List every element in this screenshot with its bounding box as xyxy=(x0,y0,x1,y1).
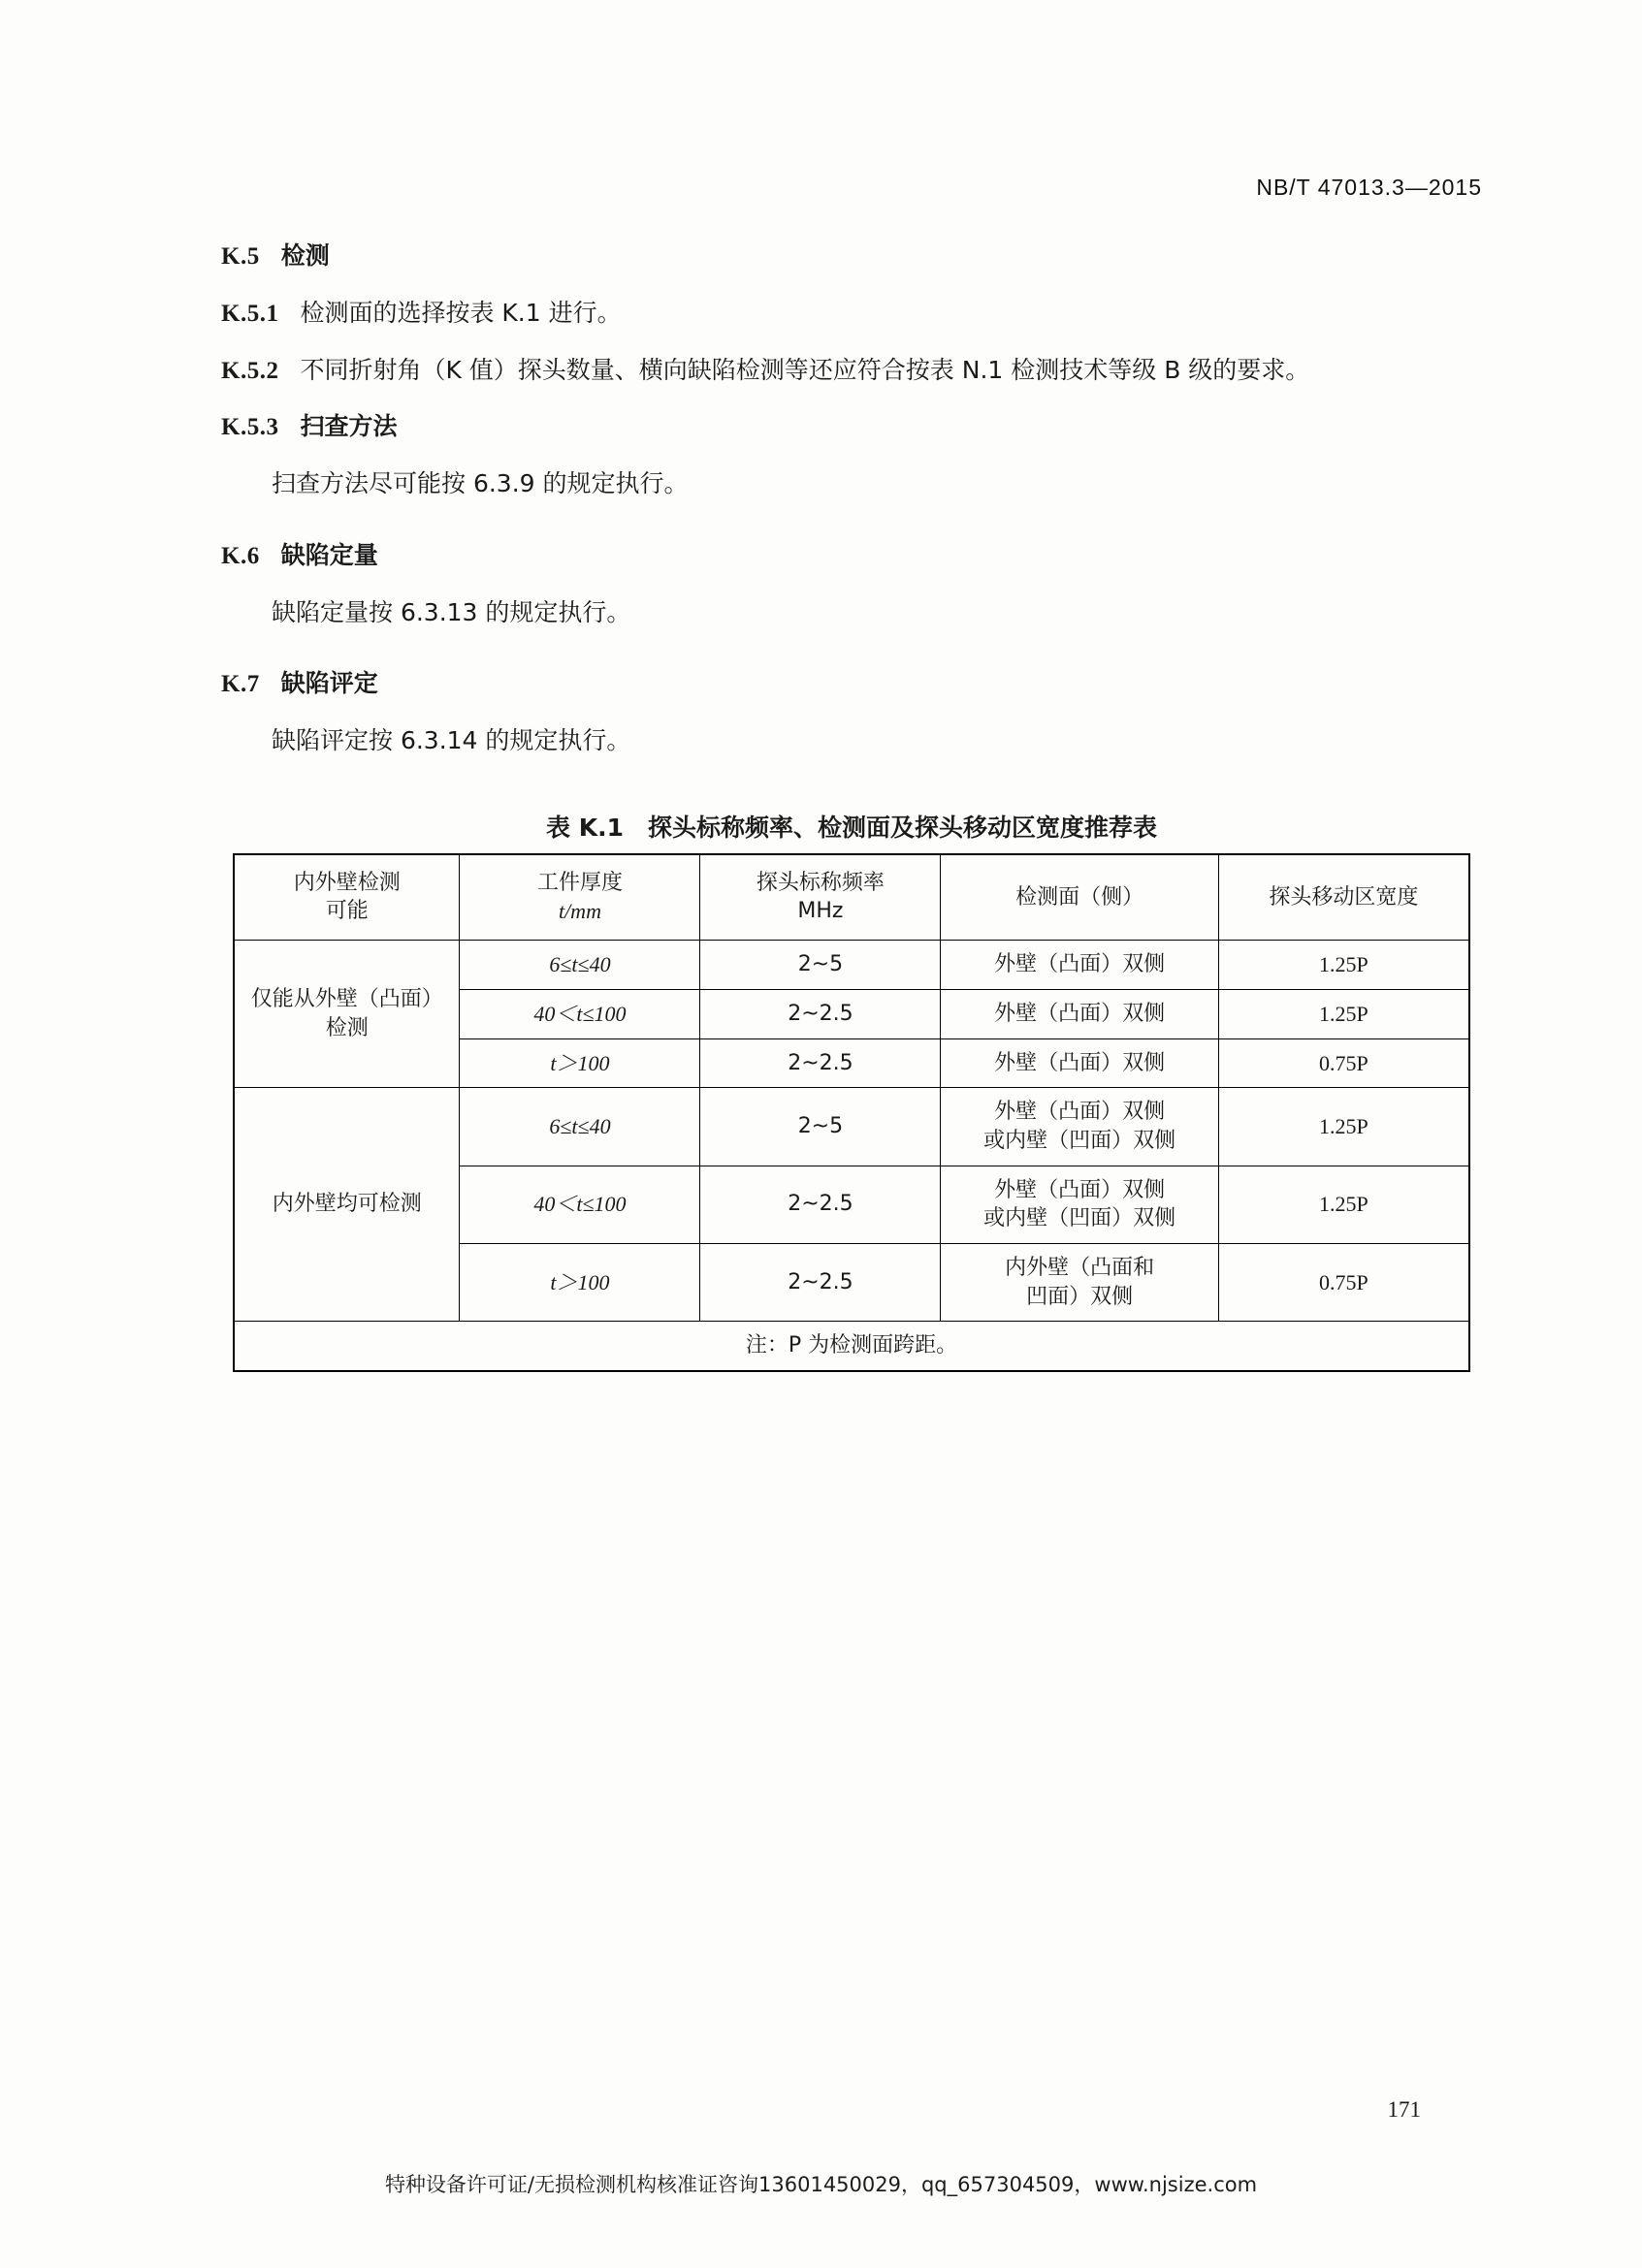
cell-scan-width: 1.25P xyxy=(1218,941,1469,990)
clause-k7 xyxy=(221,662,1482,706)
cell-surface-line-1: 内外壁（凸面和 xyxy=(1005,1255,1155,1280)
header-line-1: 探头标称频率 xyxy=(756,870,885,895)
table-header-row xyxy=(234,854,1469,941)
clause-k7-body: 缺陷评定按 6.3.14 的规定执行。 xyxy=(272,726,631,754)
group-label-line-1: 仅能从外壁（凸面） xyxy=(250,986,443,1011)
clause-k7-title: 缺陷评定 xyxy=(280,669,378,698)
clause-k52-number: K.5.2 xyxy=(221,357,279,384)
cell-frequency: 2~5 xyxy=(700,1088,941,1166)
cell-scan-width: 0.75P xyxy=(1218,1038,1469,1088)
clause-k53 xyxy=(221,405,1482,449)
header-line-2: t/mm xyxy=(558,899,601,924)
group-label-line-2: 检测 xyxy=(325,1015,369,1040)
clause-k51 xyxy=(221,292,1482,335)
clause-k53-body: 扫查方法尽可能按 6.3.9 的规定执行。 xyxy=(272,469,689,497)
cell-thickness: 40＜t≤100 xyxy=(460,1166,700,1243)
header-cell-detection-possibility xyxy=(234,854,460,941)
group-label-outer-only xyxy=(234,941,460,1088)
header-cell-thickness xyxy=(460,854,700,941)
cell-frequency: 2~5 xyxy=(700,941,941,990)
cell-thickness: 40＜t≤100 xyxy=(460,989,700,1038)
cell-surface-line-2: 或内壁（凹面）双侧 xyxy=(983,1128,1176,1153)
cell-frequency: 2~2.5 xyxy=(700,1038,941,1088)
table-row xyxy=(234,941,1469,990)
cell-scan-width: 1.25P xyxy=(1218,1088,1469,1166)
clause-k5-number: K.5 xyxy=(221,243,260,270)
clause-list xyxy=(221,235,1482,762)
clause-k5 xyxy=(221,235,1482,278)
cell-scan-width: 1.25P xyxy=(1218,989,1469,1038)
clause-k51-text: 检测面的选择按表 K.1 进行。 xyxy=(300,298,622,327)
clause-k53-title: 扫查方法 xyxy=(300,412,398,441)
cell-thickness: 6≤t≤40 xyxy=(460,941,700,990)
group-label-both-sides xyxy=(234,1088,460,1322)
header-cell-frequency xyxy=(700,854,941,941)
header-cell-scan-width: 探头移动区宽度 xyxy=(1218,854,1469,941)
page-number: 171 xyxy=(1387,2097,1421,2122)
clause-k53-number: K.5.3 xyxy=(221,414,279,441)
cell-thickness: t＞100 xyxy=(460,1038,700,1088)
clause-k6-title: 缺陷定量 xyxy=(280,540,378,569)
standard-code-header: NB/T 47013.3—2015 xyxy=(1256,175,1482,200)
clause-k6-number: K.6 xyxy=(221,542,260,569)
clause-k6-body: 缺陷定量按 6.3.13 的规定执行。 xyxy=(272,597,631,626)
cell-surface-line-2: 凹面）双侧 xyxy=(1026,1284,1134,1309)
clause-k6 xyxy=(221,534,1482,578)
cell-thickness: t＞100 xyxy=(460,1243,700,1321)
clause-k52 xyxy=(221,349,1482,393)
table-note-row xyxy=(234,1322,1469,1371)
cell-surface xyxy=(941,1088,1218,1166)
header-line-2: MHz xyxy=(797,899,844,924)
cell-frequency: 2~2.5 xyxy=(700,1166,941,1243)
header-cell-surface: 检测面（侧） xyxy=(941,854,1218,941)
table-caption: 表 K.1 探头标称频率、检测面及探头移动区宽度推荐表 xyxy=(546,813,1157,842)
footer-watermark: 特种设备许可证/无损检测机构核准证咨询13601450029，qq_657304509，www.njsize.com xyxy=(384,2173,1258,2196)
cell-surface xyxy=(941,1243,1218,1321)
clause-k7-number: K.7 xyxy=(221,671,260,698)
clause-k52-text: 不同折射角（K 值）探头数量、横向缺陷检测等还应符合按表 N.1 检测技术等级 B 级的要求。 xyxy=(300,355,1310,384)
probe-frequency-table xyxy=(233,853,1470,1372)
cell-frequency: 2~2.5 xyxy=(700,989,941,1038)
cell-surface xyxy=(941,1166,1218,1243)
header-line-1: 内外壁检测 xyxy=(293,870,401,895)
cell-frequency: 2~2.5 xyxy=(700,1243,941,1321)
group-label-line-1: 内外壁均可检测 xyxy=(272,1192,422,1217)
table-note: 注：P 为检测面跨距。 xyxy=(234,1322,1469,1371)
clause-k51-number: K.5.1 xyxy=(221,300,279,327)
clause-k5-title: 检测 xyxy=(280,241,330,270)
cell-scan-width: 0.75P xyxy=(1218,1243,1469,1321)
cell-surface: 外壁（凸面）双侧 xyxy=(941,1038,1218,1088)
cell-scan-width: 1.25P xyxy=(1218,1166,1469,1243)
page-content xyxy=(221,175,1482,1372)
cell-surface: 外壁（凸面）双侧 xyxy=(941,941,1218,990)
header-line-2: 可能 xyxy=(325,899,369,924)
cell-surface-line-1: 外壁（凸面）双侧 xyxy=(994,1100,1166,1125)
cell-surface-line-1: 外壁（凸面）双侧 xyxy=(994,1177,1166,1202)
table-row xyxy=(234,1088,1469,1166)
header-line-1: 工件厚度 xyxy=(536,870,623,895)
cell-surface: 外壁（凸面）双侧 xyxy=(941,989,1218,1038)
cell-thickness: 6≤t≤40 xyxy=(460,1088,700,1166)
cell-surface-line-2: 或内壁（凹面）双侧 xyxy=(983,1206,1176,1231)
